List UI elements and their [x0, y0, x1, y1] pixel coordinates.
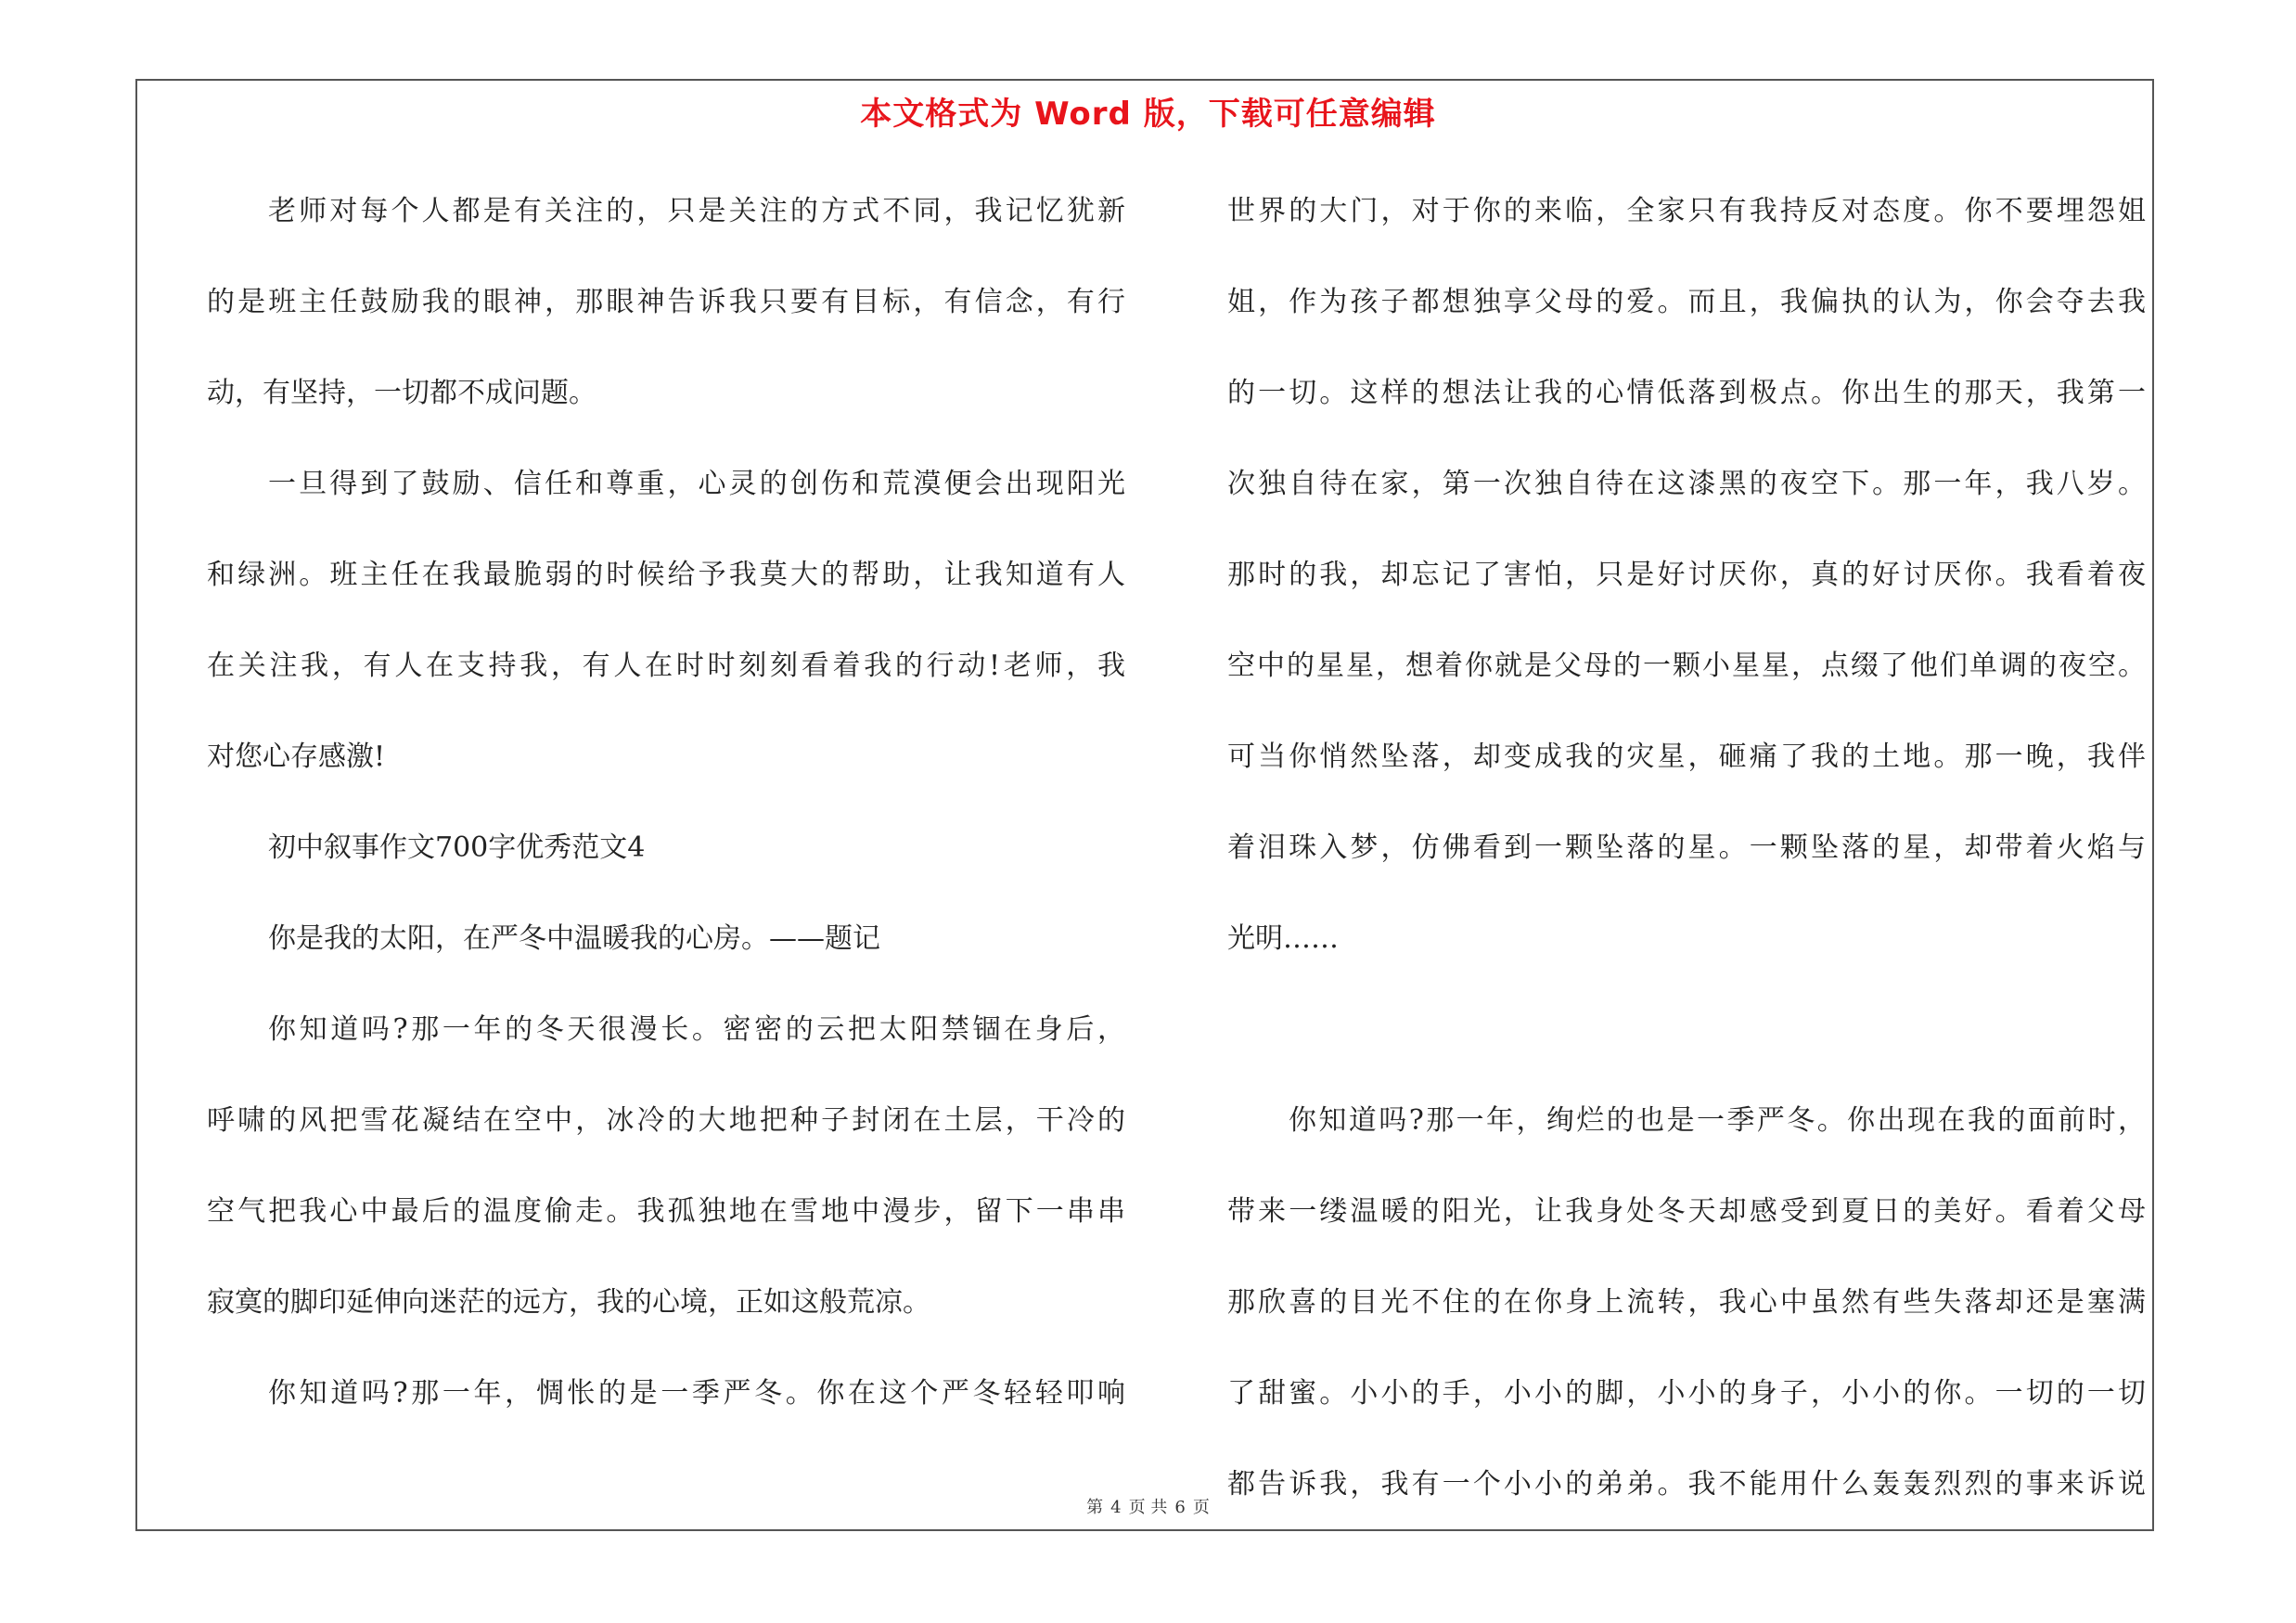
footer-end-label: 页 [1192, 1498, 1210, 1517]
text-line: 空中的星星，想着你就是父母的一颗小星星，点缀了他们单调的夜空。 [1227, 650, 2146, 682]
right-text-column [1227, 184, 2146, 1548]
text-line: 动，有坚持，一切都不成问题。 [207, 377, 596, 409]
footer-page-label: 第 [1086, 1498, 1104, 1517]
word-format-banner: 本文格式为 Word 版，下载可任意编辑 [860, 96, 1436, 133]
footer-of-label: 页 共 [1128, 1498, 1168, 1517]
text-line: 和绿洲。班主任在我最脆弱的时候给予我莫大的帮助，让我知道有人 [207, 559, 1125, 591]
text-line: 带来一缕温暖的阳光，让我身处冬天却感受到夏日的美好。看着父母 [1227, 1195, 2146, 1228]
essay-title: 初中叙事作文700字优秀范文4 [268, 831, 646, 864]
text-line: 呼啸的风把雪花凝结在空中，冰冷的大地把种子封闭在土层，干冷的 [207, 1104, 1125, 1137]
text-line: 在关注我，有人在支持我，有人在时时刻刻看着我的行动!老师，我 [207, 650, 1125, 682]
text-line: 光明…… [1227, 922, 1339, 955]
total-page-count: 6 [1174, 1498, 1186, 1517]
text-line: 世界的大门，对于你的来临，全家只有我持反对态度。你不要埋怨姐 [1227, 195, 2146, 227]
text-line: 一旦得到了鼓励、信任和尊重，心灵的创伤和荒漠便会出现阳光 [268, 468, 1125, 500]
text-line: 你知道吗?那一年，惆怅的是一季严冬。你在这个严冬轻轻叩响 [268, 1377, 1125, 1410]
text-line: 的是班主任鼓励我的眼神，那眼神告诉我只要有目标，有信念，有行 [207, 286, 1125, 318]
text-line: 都告诉我，我有一个小小的弟弟。我不能用什么轰轰烈烈的事来诉说 [1227, 1468, 2146, 1501]
current-page-number: 4 [1110, 1498, 1122, 1517]
page-number-footer [0, 1494, 2296, 1518]
left-text-column [207, 184, 1125, 1457]
text-line: 寂寞的脚印延伸向迷茫的远方，我的心境，正如这般荒凉。 [207, 1286, 930, 1319]
text-line: 你知道吗?那一年的冬天很漫长。密密的云把太阳禁锢在身后， [268, 1013, 1125, 1046]
text-line: 次独自待在家，第一次独自待在这漆黑的夜空下。那一年，我八岁。 [1227, 468, 2146, 500]
text-line: 姐，作为孩子都想独享父母的爱。而且，我偏执的认为，你会夺去我 [1227, 286, 2146, 318]
text-line: 着泪珠入梦，仿佛看到一颗坠落的星。一颗坠落的星，却带着火焰与 [1227, 831, 2146, 864]
text-line: 了甜蜜。小小的手，小小的脚，小小的身子，小小的你。一切的一切 [1227, 1377, 2146, 1410]
epigraph: 你是我的太阳，在严冬中温暖我的心房。——题记 [268, 922, 880, 955]
text-line: 对您心存感激! [207, 741, 386, 773]
text-line: 的一切。这样的想法让我的心情低落到极点。你出生的那天，我第一 [1227, 377, 2146, 409]
text-line: 空气把我心中最后的温度偷走。我孤独地在雪地中漫步，留下一串串 [207, 1195, 1125, 1228]
text-line: 可当你悄然坠落，却变成我的灾星，砸痛了我的土地。那一晚，我伴 [1227, 741, 2146, 773]
text-line: 那欣喜的目光不住的在你身上流转，我心中虽然有些失落却还是塞满 [1227, 1286, 2146, 1319]
text-line: 老师对每个人都是有关注的，只是关注的方式不同，我记忆犹新 [268, 195, 1125, 227]
text-line: 你知道吗?那一年，绚烂的也是一季严冬。你出现在我的面前时， [1289, 1104, 2146, 1137]
text-line: 那时的我，却忘记了害怕，只是好讨厌你，真的好讨厌你。我看着夜 [1227, 559, 2146, 591]
paragraph-gap [1227, 1002, 2146, 1093]
